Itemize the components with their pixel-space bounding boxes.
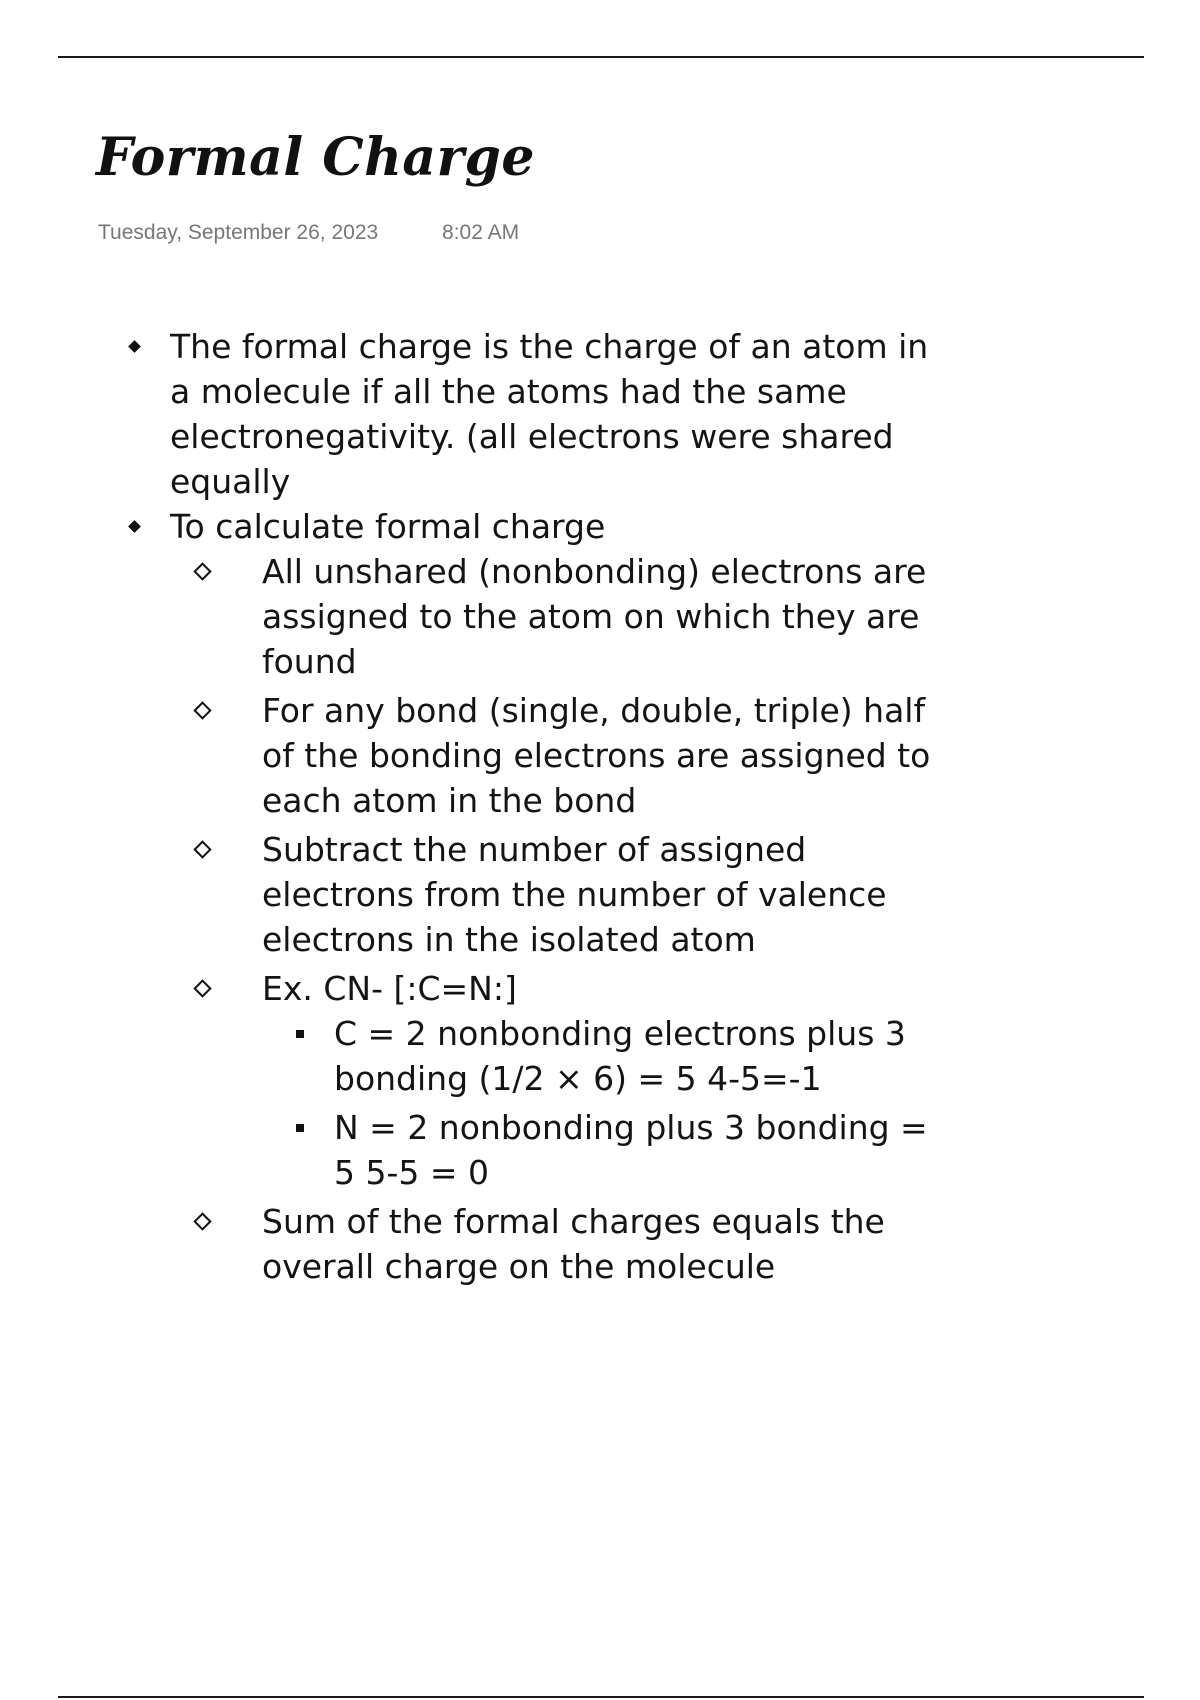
sub-list-item xyxy=(190,827,938,962)
sub-sub-list-item-text: N = 2 nonbonding plus 3 bonding = 5 5-5 = 0 xyxy=(334,1108,928,1192)
page-top-rule xyxy=(58,56,1144,58)
page-bottom-rule xyxy=(58,1696,1144,1698)
sub-list-item-text: Sum of the formal charges equals the overall charge on the molecule xyxy=(262,1202,885,1286)
diamond-bullet-icon xyxy=(122,504,146,549)
sub-list-item xyxy=(190,688,938,823)
square-bullet-icon xyxy=(288,1011,312,1056)
page-title: Formal Charge xyxy=(96,127,535,188)
sub-sub-list-item-text: C = 2 nonbonding electrons plus 3 bonding (1/2 × 6) = 5 4-5=-1 xyxy=(334,1014,906,1098)
sub-sub-list-item xyxy=(288,1011,938,1101)
sub-list-item-text: All unshared (nonbonding) electrons are assigned to the atom on which they are found xyxy=(262,552,927,681)
list-item xyxy=(118,324,938,504)
sub-list-item-text: Subtract the number of assigned electrons from the number of valence electrons in the isolated atom xyxy=(262,830,887,959)
sub-list-item-text: For any bond (single, double, triple) half of the bonding electrons are assigned to each atom in the bond xyxy=(262,691,931,820)
sub-list-item-text: Ex. CN- [:C=N:] xyxy=(262,969,517,1008)
sub-sub-list xyxy=(262,1011,938,1195)
square-bullet-icon xyxy=(288,1105,312,1150)
list-item-text: The formal charge is the charge of an atom in a molecule if all the atoms had the same electronegativity. (all electrons were shared equally xyxy=(170,327,929,501)
hollow-diamond-bullet-icon xyxy=(190,966,214,1011)
sub-list-item xyxy=(190,1199,938,1289)
hollow-diamond-bullet-icon xyxy=(190,1199,214,1244)
sub-list-item xyxy=(190,966,938,1195)
sub-list-item xyxy=(190,549,938,684)
hollow-diamond-bullet-icon xyxy=(190,549,214,594)
sub-list xyxy=(170,549,938,1289)
hollow-diamond-bullet-icon xyxy=(190,688,214,733)
sub-sub-list-item xyxy=(288,1105,938,1195)
page-date: Tuesday, September 26, 2023 xyxy=(98,221,379,244)
page-timestamp xyxy=(98,220,519,246)
notes-list xyxy=(118,324,938,1293)
list-item-text: To calculate formal charge xyxy=(170,507,606,546)
list-item xyxy=(118,504,938,1289)
page-time: 8:02 AM xyxy=(442,221,520,244)
diamond-bullet-icon xyxy=(122,324,146,369)
hollow-diamond-bullet-icon xyxy=(190,827,214,872)
